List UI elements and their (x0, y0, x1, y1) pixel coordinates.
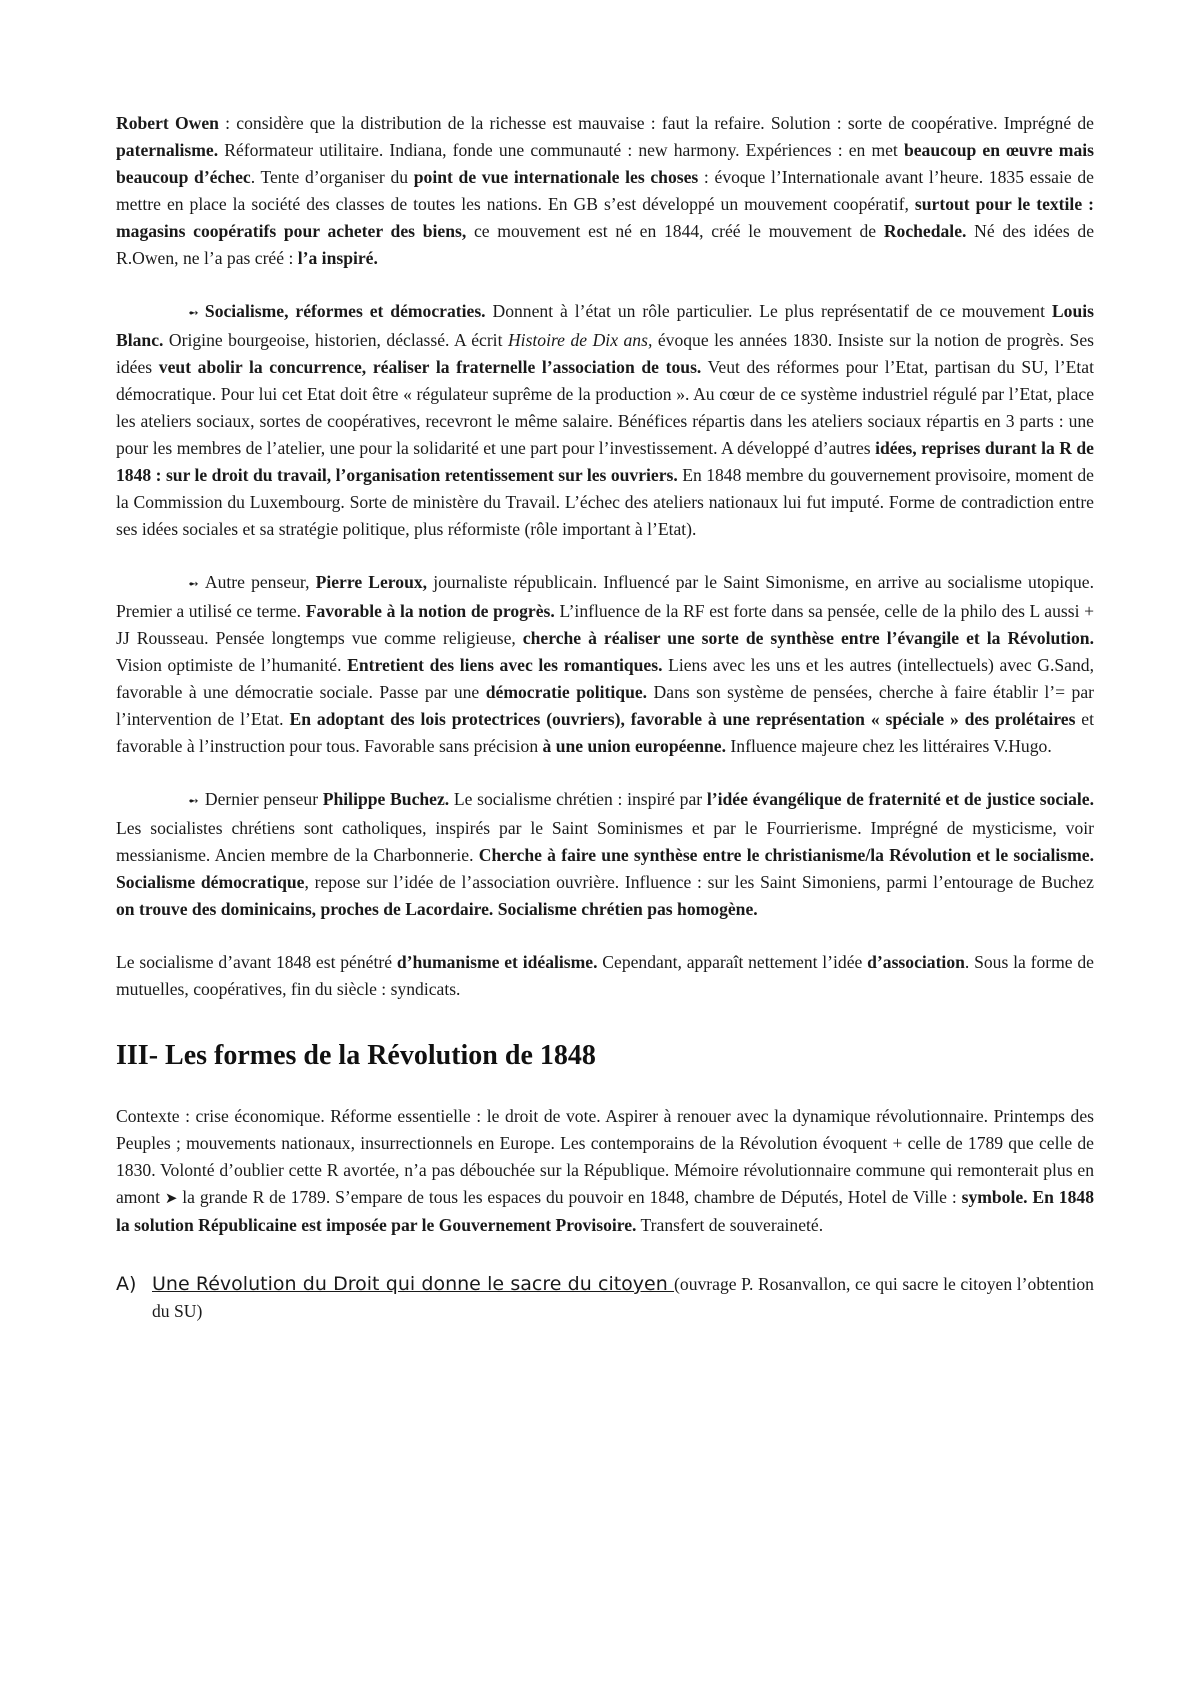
text: Autre penseur, (204, 572, 316, 592)
triangle-arrow-icon: ➤ (164, 1189, 178, 1207)
bold-text: En adoptant des lois protectrices (ouvriers), favorable à une représentation « spéciale » des prolétaires (289, 709, 1076, 729)
paragraph-philippe-buchez (116, 786, 1094, 923)
paragraph-pierre-leroux (116, 569, 1094, 760)
bold-text: paternalisme. (116, 140, 219, 160)
bold-text: à une union européenne. (542, 736, 727, 756)
bold-text: d’humanisme et idéalisme. (396, 952, 598, 972)
bold-text: cherche à réaliser une sorte de synthèse entre l’évangile et la Révolution. (522, 628, 1094, 648)
text: : considère que la distribution de la richesse est mauvaise : faut la refaire. Solution : sorte de coopérative. Imprégné de (218, 113, 1094, 133)
section-heading: III- Les formes de la Révolution de 1848 (116, 1040, 596, 1071)
text: . Tente d’organiser du (250, 167, 414, 187)
text: Cependant, apparaît nettement l’idée (597, 952, 868, 972)
bold-text: idées, reprises durant la R de 1848 : sur le droit du travail, l’organisation retentissement sur les ouvriers. (116, 438, 1094, 485)
bold-text: l’a inspiré. (297, 248, 378, 268)
subsection-title: Une Révolution du Droit qui donne le sacre du citoyen (152, 1273, 675, 1295)
text: Donnent à l’état un rôle particulier. Le plus représentatif de ce mouvement (485, 301, 1052, 321)
subsection-body (152, 1271, 1094, 1325)
text: journaliste républicain. Influencé par le Saint Simonisme, en arrive au socialisme utopique. Premier a utilisé ce terme. (116, 572, 1094, 621)
text: Vision optimiste de l’humanité. (116, 655, 348, 675)
paragraph-conclusion (116, 949, 1094, 1003)
text: Origine bourgeoise, historien, déclassé. A écrit (163, 330, 508, 350)
text: évoque les années 1830. Insiste sur la notion de progrès. Ses idées (116, 330, 1094, 377)
text: Le socialisme chrétien : inspiré par (449, 789, 707, 809)
bold-text: veut abolir la concurrence, réaliser la fraternelle l’association de tous. (158, 357, 702, 377)
text: Contexte : crise économique. Réforme essentielle : le droit de vote. Aspirer à renouer avec la dynamique révolutionnaire. Printemps des Peuples ; mouvements nationaux, insurrectionnels en Europe. Les contemporains de la Révolution évoquent + celle de 1789 que celle de 1830. Volonté d’oublier cette R avortée, n’a pas débouchée sur la République. Mémoire révolutionnaire commune qui remonterait plus en amont (116, 1106, 1094, 1207)
text: Veut des réformes pour l’Etat, partisan du SU, l’Etat démocratique. Pour lui cet Etat doit être « régulateur suprême de la production ». Au cœur de ce système industriel régulé par l’Etat, place les ateliers sociaux, sortes de coopératives, recevront le même salaire. Bénéfices répartis dans les ateliers sociaux répartis en 3 parts : une pour les membres de l’atelier, une pour la solidarité et une part pour l’investissement. A développé d’autres (116, 357, 1094, 458)
text: En 1848 membre du gouvernement provisoire, moment de la Commission du Luxembourg. Sorte de ministère du Travail. L’échec des ateliers nationaux lui fut imputé. Forme de contradiction entre ses idées sociales et sa stratégie politique, plus réformiste (rôle important à l’Etat). (116, 465, 1094, 539)
text: ce mouvement est né en 1844, créé le mouvement de (466, 221, 884, 241)
bold-text: Louis Blanc. (116, 301, 1094, 350)
bold-text: surtout pour le textile : magasins coopératifs pour acheter des biens, (116, 194, 1094, 241)
text: Réformateur utilitaire. Indiana, fonde une communauté : new harmony. Expériences : en met (218, 140, 904, 160)
subsection-note: (ouvrage P. Rosanvallon, ce qui sacre le citoyen l’obtention du SU) (152, 1274, 1094, 1321)
subsection-letter: A) (116, 1273, 137, 1295)
text: Né des idées de R.Owen, ne l’a pas créé : (116, 221, 1094, 268)
bold-text: Entretient des liens avec les romantiques. (347, 655, 663, 675)
bold-text: Robert Owen (116, 113, 219, 133)
bold-text: point de vue internationale les choses (413, 167, 699, 187)
arrow-bullet-icon: ➻ (188, 794, 199, 809)
text: . Sous la forme de mutuelles, coopératives, fin du siècle : syndicats. (116, 952, 1094, 999)
bold-text: Socialisme, réformes et démocraties. (204, 301, 486, 321)
bold-text: Pierre Leroux, (315, 572, 428, 592)
text: Influence majeure chez les littéraires V.Hugo. (726, 736, 1052, 756)
bold-text: Rochedale. (883, 221, 967, 241)
text: Transfert de souveraineté. (636, 1215, 824, 1235)
bold-text: symbole. En 1848 la solution Républicaine est imposée par le Gouvernement Provisoire. (116, 1187, 1094, 1235)
text: L’influence de la RF est forte dans sa pensée, celle de la philo des L aussi + JJ Rousseau. Pensée longtemps vue comme religieuse, (116, 601, 1095, 648)
bold-text: démocratie politique. (485, 682, 648, 702)
text: la grande R de 1789. S’empare de tous les espaces du pouvoir en 1848, chambre de Députés, Hotel de Ville : (177, 1187, 962, 1207)
arrow-bullet-icon: ➻ (188, 577, 199, 592)
bold-text: Favorable à la notion de progrès. (305, 601, 555, 621)
bold-text: d’association (867, 952, 965, 972)
paragraph-louis-blanc (116, 298, 1094, 543)
text: : évoque l’Internationale avant l’heure. 1835 essaie de mettre en place la société des classes de toutes les nations. En GB s’est développé un mouvement coopératif, (116, 167, 1094, 214)
paragraph-owen (116, 110, 1094, 272)
bold-text: Philippe Buchez. (322, 789, 450, 809)
text: Le socialisme d’avant 1848 est pénétré (116, 952, 397, 972)
arrow-bullet-icon: ➻ (188, 306, 199, 321)
text: Dans son système de pensées, cherche à faire établir l’= par l’intervention de l’Etat. (116, 682, 1094, 729)
text: Dernier penseur (204, 789, 323, 809)
bold-text: beaucoup en œuvre mais beaucoup d’échec (116, 140, 1094, 187)
paragraph-context (116, 1103, 1094, 1239)
bold-text: l’idée évangélique de fraternité et de justice sociale. (706, 789, 1094, 809)
text: et favorable à l’instruction pour tous. Favorable sans précision (116, 709, 1094, 756)
text: Liens avec les uns et les autres (intellectuels) avec G.Sand, favorable à une démocratie sociale. Passe par une (116, 655, 1094, 702)
bold-text: Cherche à faire une synthèse entre le christianisme/la Révolution et le socialisme. Socialisme démocratique (116, 845, 1094, 892)
subsection-a (116, 1271, 1094, 1325)
text: , repose sur l’idée de l’association ouvrière. Influence : sur les Saint Simoniens, parmi l’entourage de Buchez (304, 872, 1094, 892)
text: Les socialistes chrétiens sont catholiques, inspirés par le Saint Sominismes et par le Fourrierisme. Imprégné de mysticisme, voir messianisme. Ancien membre de la Charbonnerie. (116, 818, 1094, 865)
bold-text: on trouve des dominicains, proches de Lacordaire. Socialisme chrétien pas homogène. (116, 899, 758, 919)
italic-text: Histoire de Dix ans, (507, 330, 653, 350)
